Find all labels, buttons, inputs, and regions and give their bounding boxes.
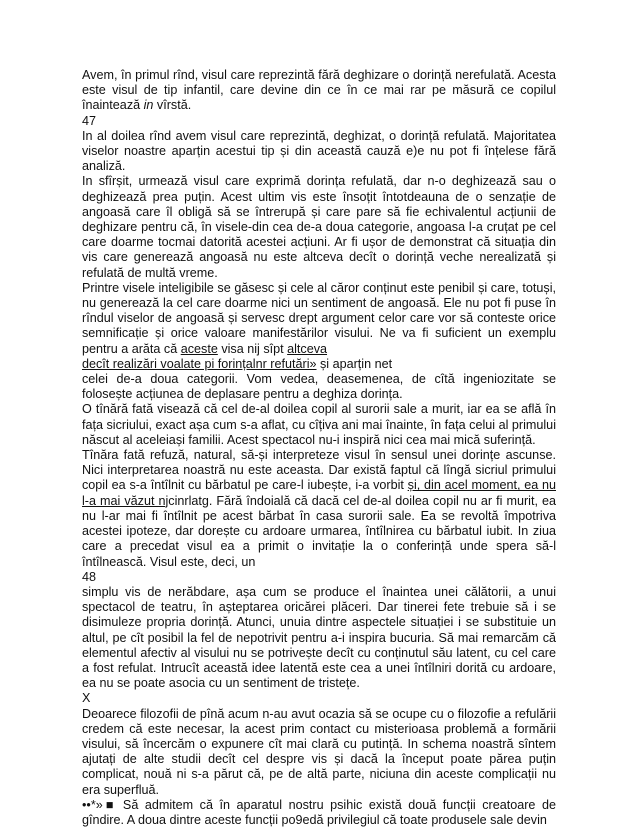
document-page — [82, 68, 556, 828]
section-marker: X — [82, 691, 91, 706]
page-number-48: 48 — [82, 569, 97, 584]
paragraph-6: O tînără fată visează că cel de-al doilea copil al surorii sale a murit, iar ea se află în fața sicriului, exact așa cum s-a aflat, cu cîțiva ani mai înainte, în fața celui al primului născut al aceleiași familii. Acest spectacol nu-i inspiră nici cea mai mică suferință. — [82, 402, 556, 447]
paragraph-7-underline: și, din acel moment, ea nu l-a mai văzut nj — [82, 478, 556, 508]
paragraph-1-italic: in — [143, 98, 154, 113]
paragraph-4-line — [82, 357, 556, 372]
paragraph-1-text: Avem, în primul rînd, visul care reprezintă fără deghizare o dorință nerefulată. Acesta este visul de tip infantil, care devine din ce în ce mai rar pe măsură ce copilul înaintează — [82, 68, 556, 113]
paragraph-10-symbols: ••*»■ — [82, 797, 117, 812]
paragraph-10 — [82, 798, 556, 828]
paragraph-10-text: Să admitem că în aparatul nostru psihic există două funcții creatoare de gîndire. A doua dintre aceste funcții po9edă privilegiul că toate produsele sale devin — [82, 797, 556, 827]
paragraph-3: In sfîrșit, urmează visul care exprimă dorința refulată, dar n-o deghizează sau o deghizează prea puțin. Acest ultim vis este însoțit întotdeauna de o senzație de angoasă care îl obligă să se întrerupă și care pare să fie echivalentul acțiunii de deghizare pentru că, în visele-din cea de-a doua categorie, angoasa l-a cruțat pe cel care doarme tocmai datorită acestei acțiuni. Ar fi ușor de demonstrat că situația din vis care generează angoasă nu este altceva decît o dorință veche nerealizată și refulată de multă vreme. — [82, 174, 556, 280]
paragraph-2: In al doilea rînd avem visul care reprezintă, deghizat, o dorință refulată. Majoritatea viselor noastre aparțin acestui tip și din această cauză e)e nu pot fi înțelese fără analiză. — [82, 128, 556, 174]
paragraph-4 — [82, 281, 556, 357]
paragraph-1-end: vîrstă. — [153, 98, 192, 113]
paragraph-4-underline-3: decît realizări voalate pi forințalnr refutări» — [82, 356, 317, 371]
paragraph-8: simplu vis de nerăbdare, așa cum se produce el înaintea unei călătorii, a unui spectacol de teatru, în așteptarea oricărei plăceri. Dar tinerei fete trebuie să i se disimuleze propria dorință. Atunci, unuia dintre aspectele situației i se substituie un altul, pe cît posibil la fel de nepotrivit pentru a-i inspira bucuria. Să mai remarcăm că elementul afectiv al visului nu se potrivește decît cu conținutul său latent, cu cel care a fost refulat. Intrucît această idee latentă este cea a unei întîlniri dorită cu ardoare, ea nu se poate asocia cu un sentiment de tristețe. — [82, 584, 556, 691]
paragraph-1 — [82, 68, 556, 114]
paragraph-7-text: Tînăra fată refuză, natural, să-și interpreteze visul în sensul unei dorințe ascunse. Nici interpretarea noastră nu este aceasta. Dar există faptul că lîngă sicriul primului copil ea s-a întîlnit cu bărbatul pe care-l iubește, i-a vorbit — [82, 448, 556, 493]
paragraph-4-underline-2: altceva — [287, 341, 328, 356]
paragraph-9: Deoarece filozofii de pînă acum n-au avut ocazia să se ocupe cu o filozofie a refulării credem că este necesar, la acest prim contact cu misterioasa problemă a formării visului, să încercăm o expunere cît mai clară cu putință. In schema noastră sîntem ajutați de alte studii decît cel despre vis și dacă la început poate părea puțin complicat, nouă ni s-a părut că, pe de altă parte, niciuna din aceste complicații nu era superfluă. — [82, 706, 556, 797]
paragraph-5: celei de-a doua categorii. Vom vedea, deasemenea, de cîtă ingeniozitate se folosește acțiunea de deplasare pentru a deghiza dorința. — [82, 372, 556, 402]
paragraph-4-text: Printre visele inteligibile se găsesc și cele al căror conținut este penibil și care, totuși, nu generează la cel care doarme nici un sentiment de angoasă. Ele nu pot fi puse în rîndul viselor de angoasă și servesc drept argument celor care vor să conteste orice semnificație și orice valoare manifestărilor visului. Ne va fi suficient un exemplu pentru a arăta că — [82, 280, 556, 356]
page-number-47: 47 — [82, 113, 97, 128]
paragraph-4-line-end: și aparțin net — [316, 356, 393, 371]
paragraph-4-underline-1: aceste — [180, 341, 218, 356]
paragraph-4-mid: visa nij sîpt — [217, 341, 288, 356]
paragraph-7-end: cinrlatg. Fără îndoială că dacă cel de-al doilea copil nu ar fi murit, ea nu l-ar mai fi întîlnit pe acest bărbat în casa surorii sale. Ea se revoltă împotriva acestei ipoteze, dar dorește cu ardoare urmarea, întîlnirea cu bărbatul iubit. In ziua care a precedat visul ea a primit o invitație la o conferință unde spera să-l întîlnească. Visul este, deci, un — [82, 493, 556, 569]
paragraph-7 — [82, 448, 556, 570]
